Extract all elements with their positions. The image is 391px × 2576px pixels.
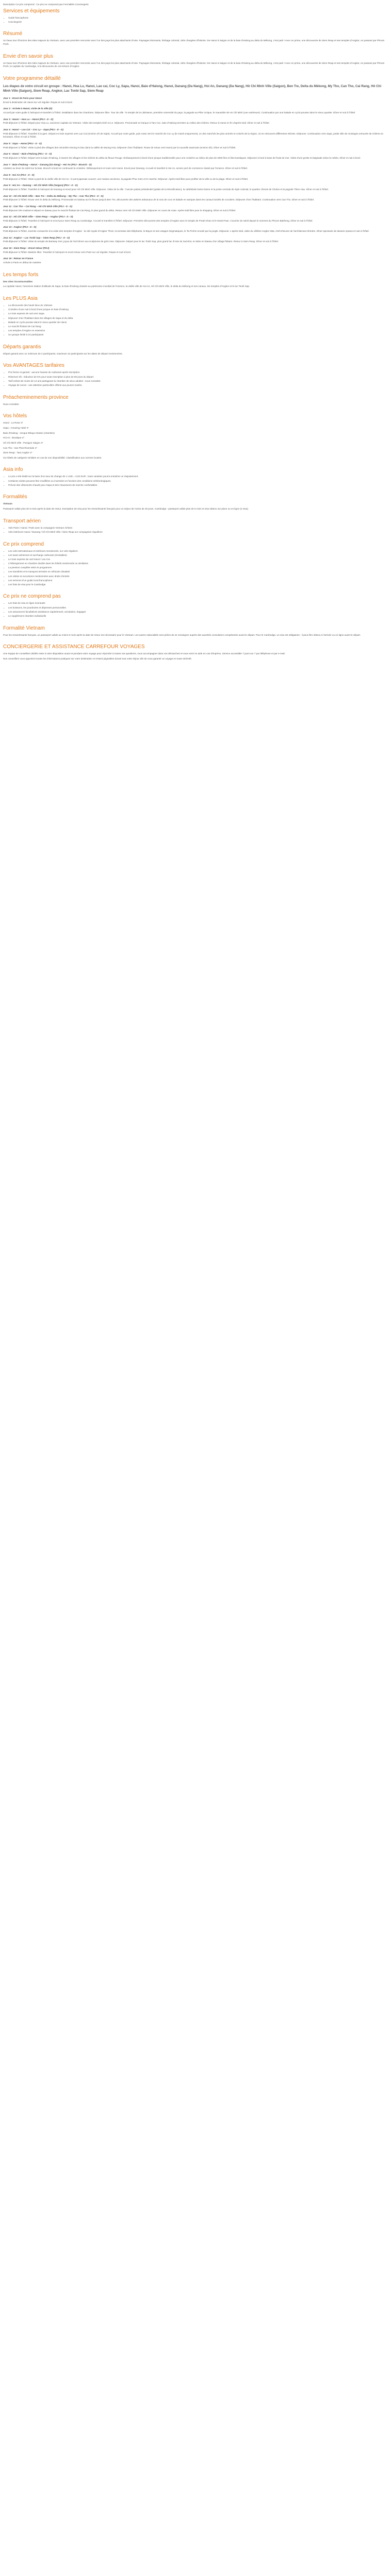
day-title: Jour 11 : Can Tho – Cai Rang – Hô Chi Minh Ville (PDJ - D - D) bbox=[3, 205, 72, 208]
conciergerie-text-2: Nos conseillers vous apportent toutes les informations pratiques sur votre destination et restent joignables durant tout votre séjour afin de vous garantir un voyage en toute sérénité. bbox=[3, 657, 192, 660]
list-item: • Les assurances facultatives assistance rapatriement, annulation, bagages bbox=[8, 611, 388, 614]
avantages-list bbox=[3, 371, 388, 387]
formalites-title: Formalités bbox=[3, 494, 27, 500]
day-text: Petit-déjeuner à l'hôtel. Départ pour Hoa Lu, ancienne capitale du Vietnam. Visite des temples Dinh et Le. Déjeuner. Promenade en barque à Tam Coc, baie d'Halong terrestre au milieu des rizières. Retour à Hanoi en fin d'après-midi. Dîner et nuit à l'hôtel. bbox=[3, 122, 270, 125]
day-title: Jour 15 : Siem Reap – Envol retour (PDJ) bbox=[3, 247, 50, 250]
list-item: • Les temples d'Angkor en extension bbox=[8, 329, 388, 333]
list-item: • Réservez tôt : réduction de 5% pour toute inscription à plus de 90 jours du départ. bbox=[8, 376, 388, 379]
day-text: Arrivée à Paris en début de matinée. bbox=[3, 261, 42, 264]
prechemin-title: Préacheminements province bbox=[3, 394, 69, 400]
services-list bbox=[3, 16, 388, 24]
plus-list bbox=[3, 304, 388, 337]
list-item: • Les frais de visa en ligne éventuels bbox=[8, 602, 388, 605]
day-title: Jour 3 : Hanoi – Hoa Lu – Hanoi (PDJ - D - D) bbox=[3, 117, 54, 121]
resume-text: Un beau tour d'horizon des sites majeurs du Vietnam, avec une première rencontre avec l'un des pays les plus attachants d'Asie. Paysages étonnants, héritage colonial, cités chargées d'histoire. De Hanoi à Saigon et de la baie d'Halong au delta du Mékong, c'est parti ! Avec en prime, une découverte de Siem Reap et ses temples d'Angkor, en passant par Phnom Penh. bbox=[3, 39, 385, 46]
prix-ne-comprend-title: Ce prix ne comprend pas bbox=[3, 594, 61, 600]
programme-days bbox=[3, 97, 388, 265]
day-text: Accueil par votre guide à l'aéroport et transfert à l'hôtel, installation dans les chambres. Déjeuner libre. Tour de ville : le temple de la Littérature, première université du pays, la pagode au Pilier Unique, le mausolée de Ho Chi Minh (vue extérieure). Continuation par une balade en cyclo-pousse dans le vieux quartier. Dîner et nuit à l'hôtel. bbox=[3, 111, 356, 114]
list-item: • Tarif enfant de moins de 12 ans partageant la chambre de deux adultes : nous consulter. bbox=[8, 380, 388, 383]
list-item: • Le supplément chambre individuelle bbox=[8, 615, 388, 618]
hotels-note: Ou hôtels de catégorie similaire en cas de non disponibilité. Classification aux normes locales. bbox=[3, 456, 102, 459]
services-title: Services et équipements bbox=[3, 8, 60, 14]
day-title: Jour 6 : Hanoi – Baie d'Halong (PDJ - D - D) bbox=[3, 152, 52, 156]
day-text: Petit-déjeuner à l'hôtel. Visite à pied des villages des minorités Hmong et Dao dans la vallée de Muong Hoa. Déjeuner chez l'habitant. Route de retour vers Hanoi par la nouvelle autoroute (environ 5h). Dîner et nuit à l'hôtel. bbox=[3, 146, 236, 149]
temps-forts-subtitle: Des sites incontournables bbox=[3, 280, 33, 283]
prix-comprend-title: Ce prix comprend bbox=[3, 541, 44, 547]
list-item: • Un groupe limité à 24 participants bbox=[8, 333, 388, 337]
list-item: • Certaines visites peuvent être modifiées ou inversées en fonction des conditions météorologiques. bbox=[8, 480, 388, 483]
list-item: • Les vols internationaux et intérieurs mentionnés, sur vols réguliers bbox=[8, 550, 388, 553]
day-text: Petit-déjeuner à l'hôtel. Journée consacrée à la visite des temples d'Angkor : la cité royale d'Angkor Thom, la terrasse des Éléphants, le Bayon et ses visages énigmatiques, le Ta Prohm envahi par la jungle. Déjeuner. L'après-midi, visite du célèbre Angkor Wat, chef-d'œuvre de l'architecture khmère. Dîner spectacle de danses Apsara et nuit à l'hôtel. bbox=[3, 230, 369, 233]
list-item: • Le prix a été établi sur la base d'un taux de change de 1 USD = 0,92 EUR ; toute variation pourra entraîner un réajustement. bbox=[8, 475, 388, 479]
day-text: Petit-déjeuner à l'hôtel. Transfert à l'aéroport et envol pour Siem Reap au Cambodge. Accueil et transfert à l'hôtel. Déjeuner. Première découverte des temples d'Angkor avec le temple de Preah Khan et le Neak Pean. Coucher de soleil depuis le sommet du Phnom Bakheng. Dîner et nuit à l'hôtel. bbox=[3, 219, 313, 222]
day-text: Petit-déjeuner à l'hôtel. Visite du temple de Banteay Srei, joyau de l'art khmer aux sculptures de grès rose. Déjeuner. Départ pour le lac Tonlé Sap, plus grand lac d'Asie du Sud-Est, et visite en bateau d'un village flottant. Retour à Siem Reap. Dîner et nuit à l'hôtel. bbox=[3, 240, 279, 243]
day-text: Petit-déjeuner à l'hôtel. Transfert à l'aéroport de Danang et envol pour Hô Chi Minh Ville. Déjeuner. Visite de la ville : l'ancien palais présidentiel (palais de la Réunification), la cathédrale Notre-Dame et la poste centrale de style colonial, le quartier chinois de Cholon et la pagode Thien Hau. Dîner et nuit à l'hôtel. bbox=[3, 188, 329, 191]
list-item: • Les frais de visa pour le Cambodge bbox=[8, 583, 388, 587]
prix-ne-comprend-list bbox=[3, 602, 388, 618]
day-text: Petit-déjeuner à l'hôtel. Départ vers la baie d'Halong, à travers les villages et les rizières du delta du fleuve Rouge. Embarquement à bord d'une jonque traditionnelle pour une croisière au milieu de plus de 3000 îles et îlots karstiques. Déjeuner à bord à base de fruits de mer. Visite d'une grotte et baignade selon la météo. Dîner et nuit à bord. bbox=[3, 156, 361, 159]
day-text: Petit-déjeuner très matinal et départ en bateau pour le marché flottant de Cai Rang, le plus grand du delta. Retour vers Hô Chi Minh Ville. Déjeuner en cours de route. Après-midi libre pour le shopping. Dîner et nuit à l'hôtel. bbox=[3, 209, 236, 212]
list-item: • Balade en cyclo-pousse dans le vieux quartier de Hanoi bbox=[8, 321, 388, 325]
list-item: • Prix ferme et garanti : aucune hausse de carburant après inscription. bbox=[8, 371, 388, 375]
day-text: Petit-déjeuner à l'hôtel. Route vers le delta du Mékong. Promenade en bateau sur le fleuve jusqu'à Ben Tre, découverte des ateliers artisanaux de la noix de coco et balade en sampan dans les canaux bordés de cocotiers. Déjeuner chez l'habitant. Continuation vers Can Tho. Dîner et nuit à l'hôtel. bbox=[3, 198, 315, 201]
list-item: • L'hébergement en chambre double dans les hôtels mentionnés ou similaires bbox=[8, 562, 388, 566]
list-item: • Le train express de nuit vers Sapa bbox=[8, 312, 388, 316]
list-item: • Croisière d'une nuit à bord d'une jonque en baie d'Halong bbox=[8, 308, 388, 312]
list-item: • Le marché flottant de Cai Rang bbox=[8, 325, 388, 329]
avantages-title: Vos AVANTAGES tarifaires bbox=[3, 363, 64, 369]
plus-title: Les PLUS Asia bbox=[3, 296, 38, 302]
resume-title: Résumé bbox=[3, 31, 23, 37]
list-item: Hanoi : La Rose 3* bbox=[3, 421, 23, 425]
list-item: • Les visites et excursions mentionnées avec droits d'entrée bbox=[8, 575, 388, 579]
list-item: • Conciergerie bbox=[8, 21, 388, 24]
list-item: Baie d'Halong : Jonque Bhaya Classic (chambre) bbox=[3, 431, 55, 434]
list-item: • La découverte des hauts lieux du Vietnam bbox=[8, 304, 388, 308]
programme-title: Votre programme détaillé bbox=[3, 76, 61, 82]
list-item: Siem Reap : Tara Angkor 4* bbox=[3, 451, 32, 454]
list-item: • Les transferts et le transport terrestre en véhicule climatisé bbox=[8, 570, 388, 574]
day-title: Jour 16 : Retour en France bbox=[3, 257, 34, 260]
asia-info-list bbox=[3, 475, 388, 487]
day-text: Petit-déjeuner à l'hôtel. Matinée libre. Transfert à l'aéroport et envol retour vers Paris sur vol régulier. Repas et nuit à bord. bbox=[3, 250, 131, 253]
hotels-list bbox=[3, 421, 388, 455]
formalite-vietnam-text: Pour les ressortissants français, un passeport valide au moins 6 mois après la date de retour est nécessaire pour le Vietnam. Les autres nationalités sont priées de se renseigner auprès des autorités consulaires compétentes avant le départ. Pour le Cambodge, un visa est obligatoire : il peut être obtenu à l'arrivée ou en ligne avant le départ. bbox=[3, 633, 361, 636]
list-item: • Vols Paris / Hanoi / Paris avec la compagnie Vietnam Airlines bbox=[8, 527, 388, 530]
departs-text: Départ garanti avec un minimum de 2 participants, maximum 24 participants sur les dates de départ mentionnées. bbox=[3, 352, 123, 355]
list-item: • Les taxes aériennes et surcharge carburant (révisables) bbox=[8, 554, 388, 557]
programme-subtitle: Les étapes de votre circuit en groupe : Hanoi, Hoa Lu, Hanoi, Lao cai, Coc Ly, Sapa, Hanoi, Baie d'Halong, Hanoi, Danang (Da Nang), Hoi An, Danang (Da Nang), Hô Chi Minh Ville (Saigon), Ben Tre, Delta du Mékong, My Tho, Can Tho, Cai Rang, Hô Chi Minh Ville (Saigon), Siem Reap, Angkor, Lac Tonlé Sap, Siem Reap bbox=[3, 84, 382, 93]
day-text: Petit-déjeuner à l'hôtel. Transfert à la gare. Départ en train express vers Lao Cai (environ 4h de trajet). Accueil par votre guide, puis route vers le marché de Coc Ly (le mardi uniquement), un des marchés les plus animés et colorés de la région, où se retrouvent différentes ethnies. Déjeuner. Continuation vers Sapa, petite ville de montagne entourée de rizières en terrasses. Dîner et nuit à l'hôtel. bbox=[3, 132, 384, 139]
day-title: Jour 14 : Angkor – Lac Tonlé Sap – Siem Reap (PDJ - D - D) bbox=[3, 236, 70, 239]
formalites-text: Passeport valide plus de 6 mois après la date de retour. Exemption de visa pour les ressortissants français pour un séjour de moins de 45 jours. Cambodge : passeport valide plus de 6 mois et visa obtenu sur place ou en ligne (e-visa). bbox=[3, 507, 249, 511]
list-item: • Vols intérieurs Hanoi / Danang / Hô Chi Minh Ville / Siem Reap sur compagnies régulières bbox=[8, 531, 388, 534]
list-item: • Guide francophone bbox=[8, 16, 388, 20]
day-title: Jour 12 : Hô Chi Minh Ville – Siem Reap – Angkor (PDJ - D - D) bbox=[3, 215, 73, 218]
transport-title: Transport aérien bbox=[3, 518, 41, 524]
day-title: Jour 4 : Hanoi – Lao Cai – Coc Ly – Sapa (PDJ - D - D) bbox=[3, 128, 63, 131]
list-item: • Les services d'un guide local francophone bbox=[8, 579, 388, 583]
envie-title: Envie d'en savoir plus bbox=[3, 53, 53, 59]
list-item: • Prévoir des vêtements chauds pour Sapa et des chaussures de marche confortables. bbox=[8, 484, 388, 487]
day-text: Envol à destination de Hanoi sur vol régulier. Repas et nuit à bord. bbox=[3, 100, 73, 104]
day-title: Jour 5 : Sapa – Hanoi (PDJ - D - D) bbox=[3, 142, 42, 145]
prechemin-text: Nous consulter. bbox=[3, 402, 20, 405]
envie-text: Un beau tour d'horizon des sites majeurs du Vietnam, avec une première rencontre avec l'un des pays les plus attachants d'Asie. Paysages étonnants, héritage colonial, cités chargées d'histoire. De Hanoi à Saigon et de la baie d'Halong au delta du Mékong, c'est parti ! Avec en prime, une découverte de Siem Reap et ses temples d'Angkor, en passant par Phnom Penh, la capitale du Cambodge, à la découverte de ces trésors d'Angkor. bbox=[3, 61, 385, 68]
list-item: Hoi An : Boutique 4* bbox=[3, 436, 25, 439]
list-item: • Le train express de nuit Hanoi / Lao Cai bbox=[8, 558, 388, 562]
day-title: Jour 8 : Hoi An (PDJ - D - D) bbox=[3, 173, 35, 176]
day-title: Jour 9 : Hoi An – Danang – Hô Chi Minh Ville (Saigon) (PDJ - D - D) bbox=[3, 184, 78, 187]
day-title: Jour 13 : Angkor (PDJ - D - D) bbox=[3, 226, 37, 229]
formalites-subtitle: Vietnam bbox=[3, 502, 12, 505]
intro-line: Description Ce prix comprend : Ce prix ne comprend pas Formalités Conciergerie bbox=[3, 3, 89, 6]
temps-forts-text: La capitale Hanoi, l'ancienne station d'altitude de Sapa, la baie d'Halong classée au patrimoine mondial de l'Unesco, la vieille ville de Hoi An, Hô Chi Minh Ville, le delta du Mékong et ses canaux, les temples d'Angkor et le lac Tonlé Sap. bbox=[3, 285, 250, 288]
day-title: Jour 1 : Envol de Paris pour Hanoi bbox=[3, 97, 42, 100]
list-item: Hô Chi Minh Ville : Paragon Saigon 4* bbox=[3, 441, 43, 444]
transport-list bbox=[3, 527, 388, 534]
day-text: Petit-déjeuner à l'hôtel. Visite à pied de la vieille ville de Hoi An : le pont japonais couvert, une maison ancienne, la pagode Phuc Kien et le marché. Déjeuner. Après-midi libre pour profiter de la ville ou de la plage. Dîner et nuit à l'hôtel. bbox=[3, 177, 249, 180]
day-title: Jour 7 : Baie d'Halong – Hanoi – Danang (Da Nang) – Hoi An (PDJ - Brunch - D) bbox=[3, 163, 92, 166]
list-item: • Déjeuner chez l'habitant dans les villages de Sapa et du delta bbox=[8, 317, 388, 320]
list-item: Can Tho : Van Phat Riverside 4* bbox=[3, 446, 37, 449]
list-item: Sapa : Amazing Hotel 4* bbox=[3, 426, 29, 429]
conciergerie-text: Une équipe de conseillers dédiés reste à votre disposition avant et pendant votre voyage pour répondre à toutes vos questions, vous accompagner dans vos démarches et vous venir en aide en cas d'imprévu. Service accessible 7 jours sur 7 par téléphone et par e-mail. bbox=[3, 652, 285, 655]
temps-forts-title: Les temps forts bbox=[3, 272, 39, 278]
list-item: • Les boissons, les pourboires et dépenses personnelles bbox=[8, 606, 388, 610]
list-item: • La pension complète selon le programme bbox=[8, 566, 388, 570]
page bbox=[0, 0, 391, 667]
list-item: • Voyage de noces : une attention particulière offerte aux jeunes mariés. bbox=[8, 384, 388, 387]
departs-title: Départs garantis bbox=[3, 344, 41, 350]
prix-comprend-list bbox=[3, 550, 388, 587]
day-title: Jour 2 : Arrivée à Hanoi, visite de la ville (D) bbox=[3, 107, 53, 110]
hotels-title: Vos hôtels bbox=[3, 413, 27, 419]
day-text: Assistez au lever du soleil sur la baie. Brunch à bord en continuant la croisière. Débarquement et route vers Hanoi. Envol pour Danang. Accueil et transfert à Hoi An, ancien port de commerce classé par l'Unesco. Dîner et nuit à l'hôtel. bbox=[3, 167, 248, 170]
conciergerie-title: CONCIERGERIE ET ASSISTANCE CARREFOUR VOYAGES bbox=[3, 644, 145, 650]
formalite-vietnam-title: Formalité Vietnam bbox=[3, 625, 45, 631]
day-title: Jour 10 : Hô Chi Minh Ville – Ben Tre – Delta du Mékong – My Tho – Can Tho (PDJ - D - D) bbox=[3, 194, 104, 197]
asia-info-title: Asia info bbox=[3, 467, 23, 473]
